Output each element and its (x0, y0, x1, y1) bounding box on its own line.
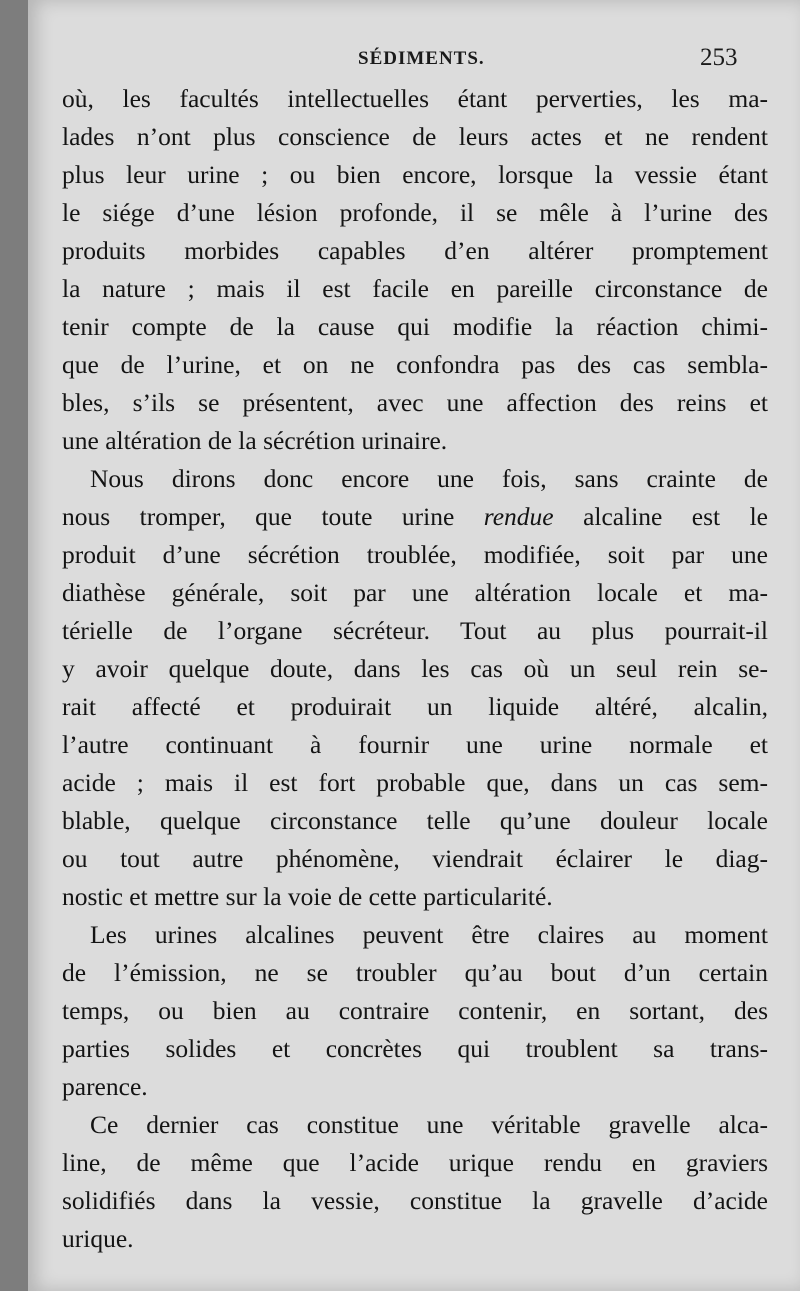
text-line: temps, ou bien au contraire contenir, en sortant, des (62, 996, 768, 1025)
text-line: line, de même que l’acide urique rendu en graviers (62, 1148, 768, 1177)
text-line: la nature ; mais il est facile en pareille circonstance de (62, 274, 768, 303)
body-text (62, 80, 768, 1258)
text-line: diathèse générale, soit par une altération locale et ma- (62, 578, 768, 607)
text-line: blable, quelque circonstance telle qu’une douleur locale (62, 806, 768, 835)
paragraph-1 (62, 80, 768, 460)
paragraph-4 (62, 1106, 768, 1258)
text-line: de l’émission, ne se troubler qu’au bout d’un certain (62, 958, 768, 987)
text-line: térielle de l’organe sécréteur. Tout au plus pourrait-il (62, 616, 768, 645)
paragraph-2 (62, 460, 768, 916)
text-line: rait affecté et produirait un liquide altéré, alcalin, (62, 692, 768, 721)
text-line: le siége d’une lésion profonde, il se mêle à l’urine des (62, 198, 768, 227)
page-number: 253 (700, 44, 738, 71)
text-line: où, les facultés intellectuelles étant perverties, les ma- (62, 84, 768, 113)
text-line: parence. (62, 1072, 148, 1101)
text-line: acide ; mais il est fort probable que, dans un cas sem- (62, 768, 768, 797)
text-line: que de l’urine, et on ne confondra pas des cas sembla- (62, 350, 768, 379)
text-segment: alcaline est le (553, 502, 768, 531)
text-segment: nous tromper, que toute urine (62, 502, 484, 531)
running-title: SÉDIMENTS. (358, 48, 485, 69)
text-line: Nous dirons donc encore une fois, sans crainte de (90, 464, 768, 493)
text-line: Ce dernier cas constitue une véritable gravelle alca- (90, 1110, 768, 1139)
text-line: une altération de la sécrétion urinaire. (62, 426, 448, 455)
text-line: ou tout autre phénomène, viendrait éclairer le diag- (62, 844, 768, 873)
text-line: tenir compte de la cause qui modifie la réaction chimi- (62, 312, 768, 341)
book-page (28, 0, 800, 1291)
text-line: Les urines alcalines peuvent être claires au moment (90, 920, 768, 949)
text-line: parties solides et concrètes qui troublent sa trans- (62, 1034, 768, 1063)
text-line: bles, s’ils se présentent, avec une affection des reins et (62, 388, 768, 417)
text-line: nostic et mettre sur la voie de cette particularité. (62, 882, 553, 911)
text-line: solidifiés dans la vessie, constitue la gravelle d’acide (62, 1186, 768, 1215)
text-line: produit d’une sécrétion troublée, modifiée, soit par une (62, 540, 768, 569)
text-line: produits morbides capables d’en altérer promptement (62, 236, 768, 265)
text-line: y avoir quelque doute, dans les cas où un seul rein se- (62, 654, 768, 683)
text-line: lades n’ont plus conscience de leurs actes et ne rendent (62, 122, 768, 151)
running-head (28, 40, 800, 80)
text-line: urique. (62, 1224, 134, 1253)
text-line-with-emphasis (62, 498, 768, 536)
paragraph-3 (62, 916, 768, 1106)
text-line: l’autre continuant à fournir une urine normale et (62, 730, 768, 759)
emphasis-word: rendue (483, 502, 554, 531)
text-line: plus leur urine ; ou bien encore, lorsque la vessie étant (62, 160, 768, 189)
